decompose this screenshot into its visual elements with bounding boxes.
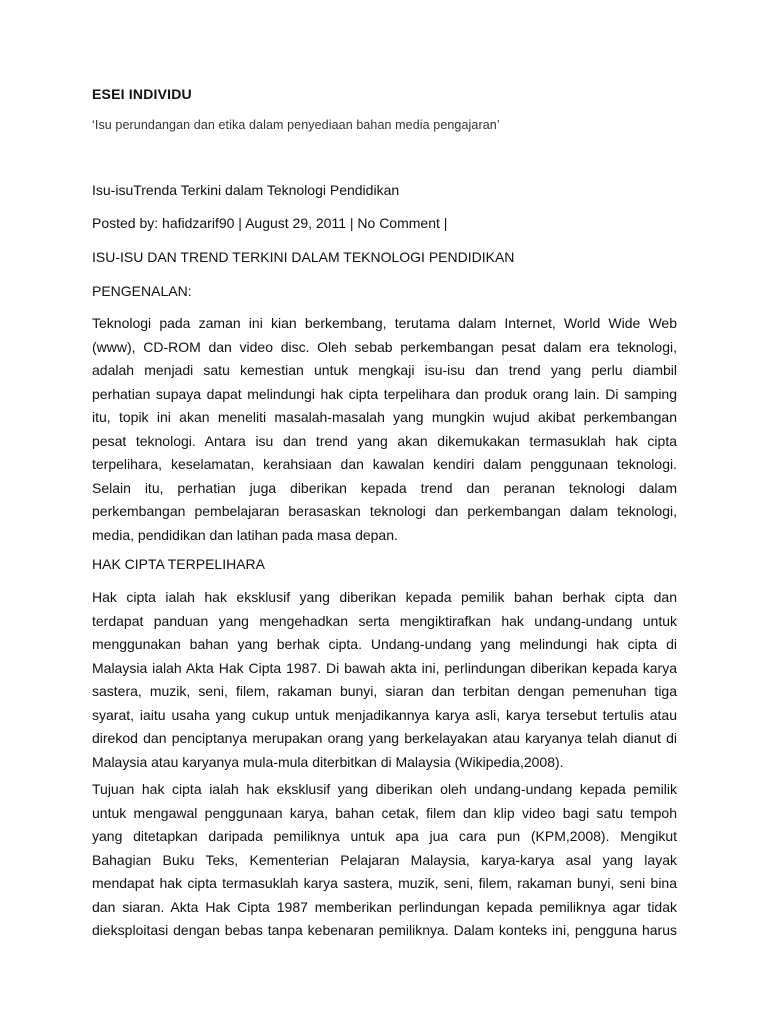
- intro-paragraph: [92, 312, 677, 547]
- paragraph-line: pesat teknologi. Antara isu dan trend yang akan dikemukakan termasuklah hak cipta: [92, 432, 677, 449]
- paragraph-line: adalah menjadi satu kemestian untuk mengkaji isu-isu dan trend yang perlu diambil: [92, 362, 677, 378]
- paragraph-line: mendapat hak cipta termasuklah karya sastera, muzik, seni, filem, rakaman bunyi, seni bina: [92, 875, 677, 891]
- paragraph-line: Bahagian Buku Teks, Kementerian Pelajaran Malaysia, karya-karya asal yang layak: [92, 851, 677, 868]
- paragraph-line: terpelihara, keselamatan, kerahsiaan dan kawalan kendiri dalam penggunaan teknologi.: [92, 456, 677, 472]
- paragraph-line: dan siaran. Akta Hak Cipta 1987 memberikan perlindungan kepada pemiliknya agar tidak: [92, 898, 677, 915]
- paragraph-line: menggunakan bahan yang berhak cipta. Undang-undang yang melindungi hak cipta di: [92, 636, 677, 652]
- section-title: ISU-ISU DAN TREND TERKINI DALAM TEKNOLOGI PENDIDIKAN: [92, 249, 515, 265]
- paragraph-line: syarat, iaitu usaha yang cukup untuk menjadikannya karya asli, karya tersebut tertulis atau: [92, 706, 677, 723]
- copyright-paragraph: [92, 586, 677, 774]
- paragraph-line: dieksploitasi dengan bebas tanpa kebenaran pemiliknya. Dalam konteks ini, pengguna harus: [92, 922, 677, 938]
- paragraph-line: itu, topik ini akan meneliti masalah-masalah yang mungkin wujud akibat perkembangan: [92, 409, 677, 425]
- paragraph-line: Teknologi pada zaman ini kian berkembang, terutama dalam Internet, World Wide Web: [92, 315, 677, 331]
- intro-heading: PENGENALAN:: [92, 283, 192, 299]
- paragraph-line: untuk mengawal penggunaan karya, bahan cetak, filem dan klip video bagi satu tempoh: [92, 804, 677, 821]
- paragraph-line: perkembangan pembelajaran berasaskan teknologi dan perkembangan dalam teknologi,: [92, 503, 677, 519]
- paragraph-line: Tujuan hak cipta ialah hak eksklusif yang diberikan oleh undang-undang kepada pemilik: [92, 781, 677, 797]
- paragraph-line: terdapat panduan yang mengehadkan serta mengiktirafkan hak undang-undang untuk: [92, 612, 677, 629]
- post-title: Isu-isuTrenda Terkini dalam Teknologi Pendidikan: [92, 182, 400, 198]
- essay-heading: ESEI INDIVIDU: [92, 86, 192, 102]
- purpose-paragraph: [92, 778, 677, 943]
- paragraph-line: perhatian supaya dapat melindungi hak cipta terpelihara dan produk orang lain. Di samping: [92, 385, 677, 402]
- paragraph-line: media, pendidikan dan latihan pada masa depan.: [92, 526, 398, 543]
- paragraph-line: Malaysia ialah Akta Hak Cipta 1987. Di bawah akta ini, perlindungan diberikan kepada karya: [92, 659, 677, 676]
- paragraph-line: sastera, muzik, seni, filem, rakaman bunyi, siaran dan terbitan dengan pemenuhan tiga: [92, 683, 677, 699]
- copyright-heading: HAK CIPTA TERPELIHARA: [92, 556, 265, 572]
- essay-subtitle: ‘Isu perundangan dan etika dalam penyediaan bahan media pengajaran’: [92, 118, 500, 132]
- paragraph-line: direkod dan penciptanya merupakan orang yang berkelayakan atau karyanya telah dianut di: [92, 730, 677, 746]
- paragraph-line: Hak cipta ialah hak eksklusif yang diberikan kepada pemilik bahan berhak cipta dan: [92, 589, 677, 605]
- paragraph-line: yang ditetapkan daripada pemiliknya untuk apa jua cara pun (KPM,2008). Mengikut: [92, 828, 677, 844]
- paragraph-line: Malaysia atau karyanya mula-mula diterbitkan di Malaysia (Wikipedia,2008).: [92, 753, 564, 770]
- paragraph-line: (www), CD-ROM dan video disc. Oleh sebab perkembangan pesat dalam era teknologi,: [92, 338, 677, 355]
- paragraph-line: Selain itu, perhatian juga diberikan kepada trend dan peranan teknologi dalam: [92, 479, 677, 496]
- post-meta: Posted by: hafidzarif90 | August 29, 2011 | No Comment |: [92, 215, 448, 231]
